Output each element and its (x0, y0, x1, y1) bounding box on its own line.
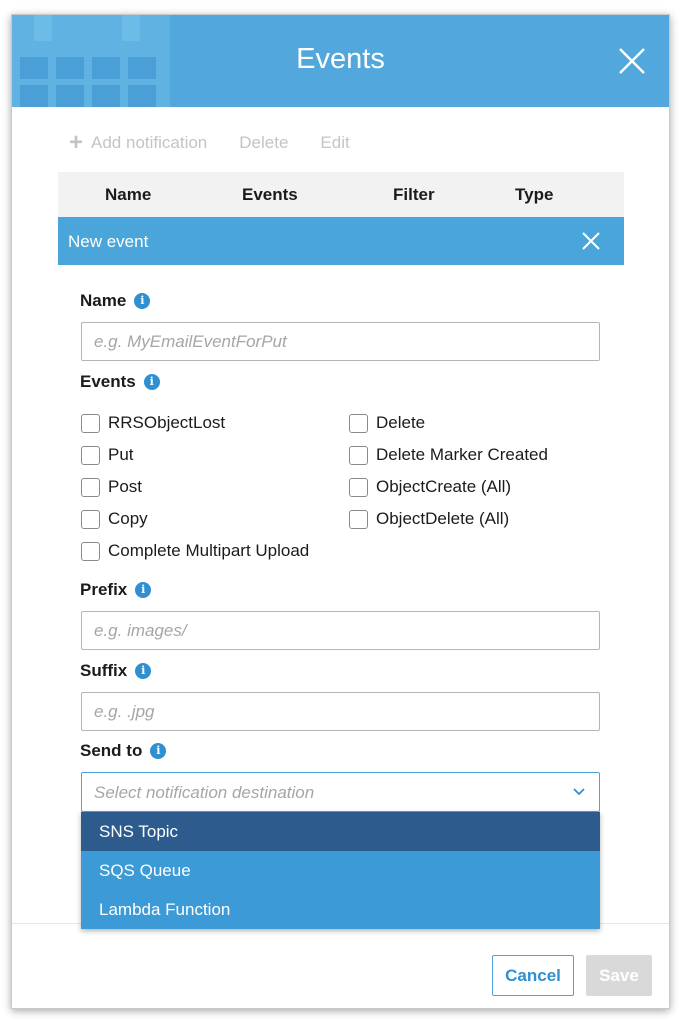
checkbox[interactable] (81, 510, 100, 529)
notification-toolbar (69, 131, 382, 155)
events-dialog (11, 14, 670, 1009)
suffix-label-text: Suffix (80, 661, 128, 680)
notifications-table-header (58, 172, 624, 217)
send-to-placeholder: Select notification destination (94, 783, 315, 802)
checkbox[interactable] (81, 542, 100, 561)
info-icon[interactable]: i (144, 374, 160, 390)
name-field-label (80, 291, 150, 311)
checkbox-label: Delete (376, 413, 426, 432)
checkbox-label: ObjectCreate (All) (376, 477, 512, 496)
send-to-dropdown (81, 812, 600, 929)
checkbox[interactable] (349, 414, 368, 433)
dialog-title: Events (296, 43, 385, 75)
cancel-button[interactable]: Cancel (492, 955, 574, 996)
column-header-events[interactable]: Events (242, 185, 298, 204)
column-header-name[interactable]: Name (105, 185, 152, 204)
prefix-field-label (80, 580, 151, 600)
edit-notification-button[interactable]: Edit (320, 133, 350, 152)
checkbox-label: ObjectDelete (All) (376, 509, 510, 528)
checkbox-label: Put (108, 445, 134, 464)
checkbox-label: Delete Marker Created (376, 445, 548, 464)
dropdown-option-sqs-queue[interactable]: SQS Queue (81, 851, 600, 890)
dropdown-option-sns-topic[interactable]: SNS Topic (81, 812, 600, 851)
save-button[interactable]: Save (586, 955, 652, 996)
prefix-label-text: Prefix (80, 580, 128, 599)
event-checkbox-post[interactable] (81, 477, 142, 497)
prefix-input[interactable] (81, 611, 600, 650)
checkbox-label: Post (108, 477, 143, 496)
event-checkbox-delete-marker-created[interactable] (349, 445, 548, 465)
checkbox-label: Complete Multipart Upload (108, 541, 310, 560)
add-notification-button[interactable] (69, 131, 207, 155)
dialog-header (12, 15, 669, 107)
events-field-label (80, 372, 160, 392)
event-checkbox-delete[interactable] (349, 413, 425, 433)
checkbox[interactable] (81, 446, 100, 465)
add-notification-label: Add notification (91, 133, 208, 152)
send-to-field-label (80, 741, 166, 761)
checkbox-label: Copy (108, 509, 148, 528)
close-dialog-button[interactable] (617, 46, 647, 76)
close-new-event-button[interactable] (581, 231, 601, 251)
checkbox[interactable] (349, 446, 368, 465)
send-to-label-text: Send to (80, 741, 143, 760)
delete-notification-button[interactable]: Delete (239, 133, 289, 152)
suffix-field-label (80, 661, 151, 681)
name-input[interactable] (81, 322, 600, 361)
event-checkbox-objectdelete-all[interactable] (349, 509, 509, 529)
event-checkbox-rrsobjectlost[interactable] (81, 413, 225, 433)
checkbox[interactable] (349, 510, 368, 529)
column-header-filter[interactable]: Filter (393, 185, 435, 204)
chevron-down-icon (572, 787, 586, 797)
suffix-input[interactable] (81, 692, 600, 731)
new-event-title: New event (68, 232, 149, 251)
plus-icon: + (69, 129, 84, 156)
name-label-text: Name (80, 291, 127, 310)
info-icon[interactable]: i (134, 293, 150, 309)
info-icon[interactable]: i (150, 743, 166, 759)
events-label-text: Events (80, 372, 136, 391)
event-checkbox-objectcreate-all[interactable] (349, 477, 511, 497)
event-checkbox-copy[interactable] (81, 509, 148, 529)
info-icon[interactable]: i (135, 582, 151, 598)
checkbox[interactable] (81, 478, 100, 497)
info-icon[interactable]: i (135, 663, 151, 679)
event-checkbox-put[interactable] (81, 445, 134, 465)
checkbox-label: RRSObjectLost (108, 413, 226, 432)
dropdown-option-lambda-function[interactable]: Lambda Function (81, 890, 600, 929)
send-to-select[interactable] (81, 772, 600, 812)
column-header-type[interactable]: Type (515, 185, 554, 204)
checkbox[interactable] (349, 478, 368, 497)
event-checkbox-complete-multipart-upload[interactable] (81, 541, 309, 561)
new-event-bar (58, 217, 624, 265)
checkbox[interactable] (81, 414, 100, 433)
